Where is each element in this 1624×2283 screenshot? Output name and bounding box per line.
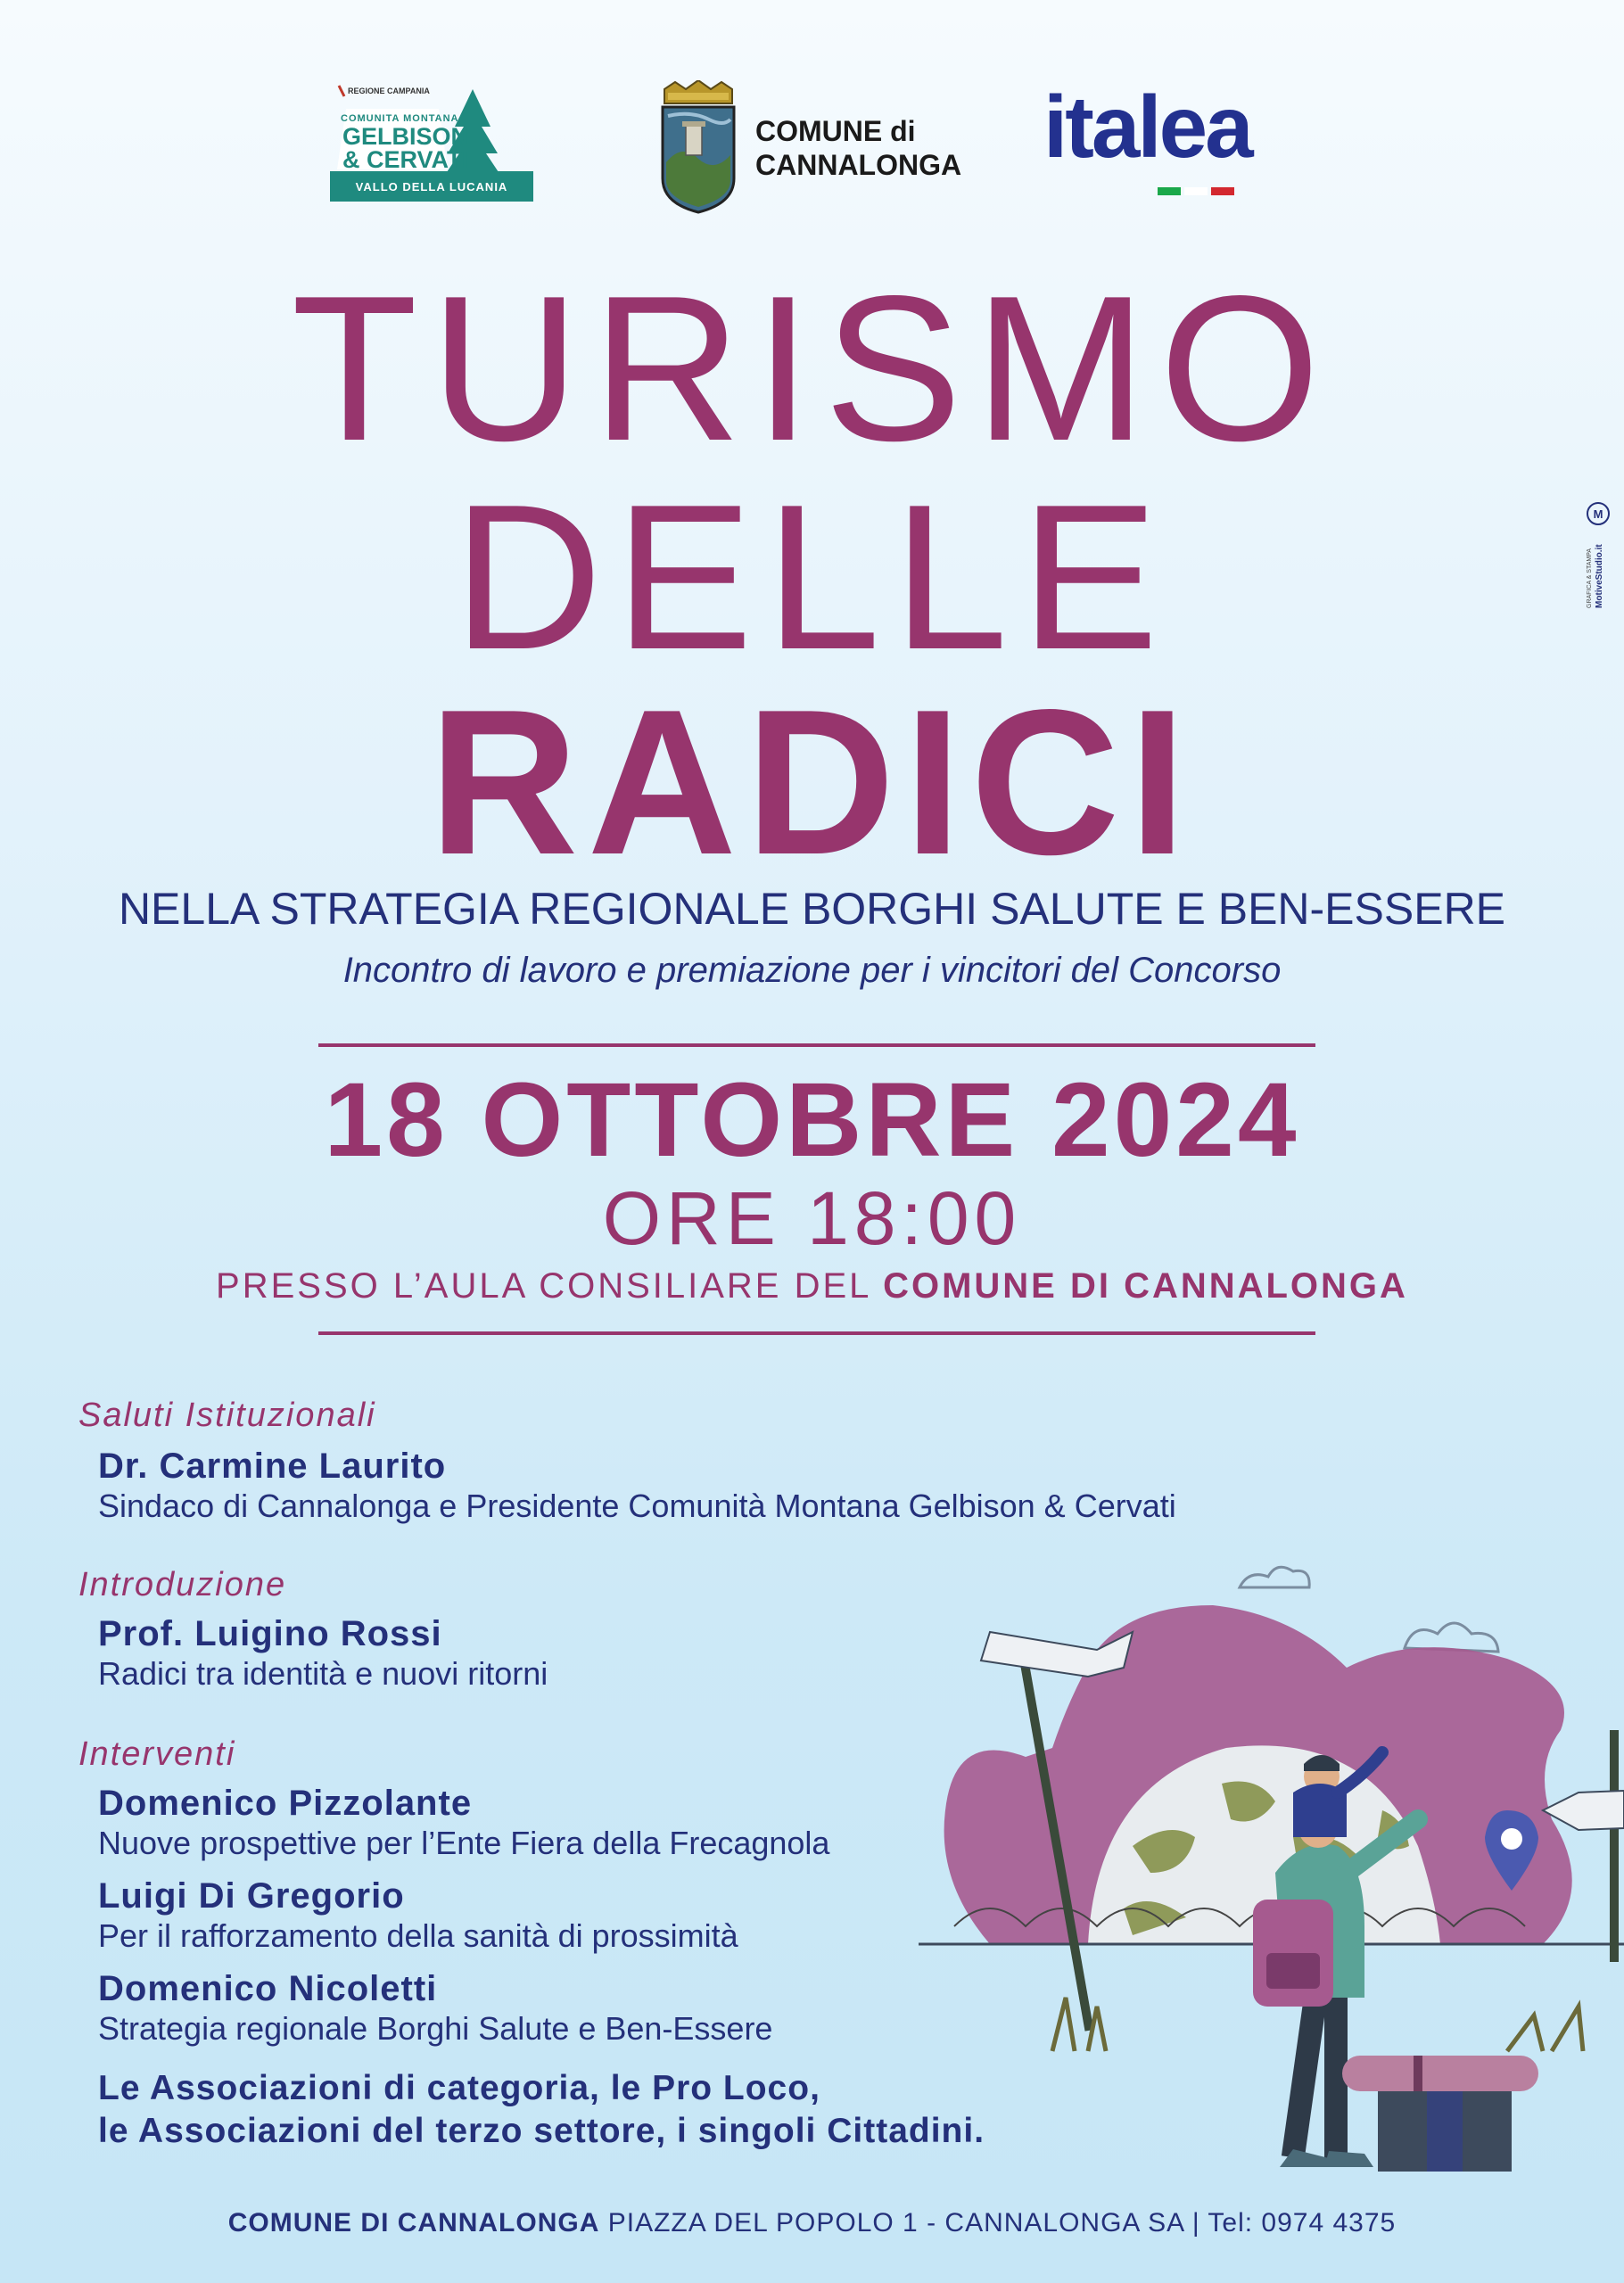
coat-of-arms-icon — [655, 80, 741, 214]
title-line-3: RADICI — [428, 667, 1196, 898]
speaker-topic: Nuove prospettive per l’Ente Fiera della Frecagnola — [98, 1825, 830, 1861]
comune-cannalonga-logo — [655, 80, 977, 214]
speaker-name: Luigi Di Gregorio — [98, 1876, 405, 1916]
section-introduzione-heading: Introduzione — [78, 1566, 287, 1603]
event-time: ORE 18:00 — [602, 1176, 1022, 1260]
region-text: REGIONE CAMPANIA — [348, 87, 430, 95]
italea-logo — [1043, 78, 1293, 202]
footer-contact: PIAZZA DEL POPOLO 1 - CANNALONGA SA | Tel: 0974 4375 — [607, 2208, 1397, 2238]
traveler-illustration — [919, 1552, 1624, 2194]
arrow-sign-icon — [1543, 1791, 1624, 1830]
speaker-role: Sindaco di Cannalonga e Presidente Comunità Montana Gelbison & Cervati — [98, 1488, 1176, 1524]
gelbison-text: GELBISON — [342, 123, 469, 150]
venue-place: COMUNE DI CANNALONGA — [883, 1266, 1408, 1306]
comune-di-text: COMUNE di — [755, 115, 916, 147]
cloud-icon — [1240, 1567, 1309, 1587]
flag-green-bar — [1158, 187, 1181, 195]
divider-bottom — [318, 1331, 1315, 1335]
cloud-icon — [1405, 1623, 1498, 1652]
speaker-name: Domenico Nicoletti — [98, 1969, 438, 2008]
footer-address — [0, 2208, 1624, 2238]
speaker-topic: Strategia regionale Borghi Salute e Ben-Essere — [98, 2010, 773, 2047]
speaker-name: Domenico Pizzolante — [98, 1784, 473, 1823]
speaker-topic: Radici tra identità e nuovi ritorni — [98, 1655, 548, 1692]
event-date: 18 OTTOBRE 2024 — [324, 1061, 1300, 1179]
speaker-name: Dr. Carmine Laurito — [98, 1446, 447, 1486]
flag-white-bar — [1184, 187, 1208, 195]
vallo-text: VALLO DELLA LUCANIA — [355, 180, 508, 194]
closing-line-2: le Associazioni del terzo settore, i singoli Cittadini. — [98, 2112, 985, 2150]
footer-org: COMUNE DI CANNALONGA — [227, 2208, 600, 2238]
title-line-1: TURISMO — [291, 253, 1333, 484]
svg-text:M: M — [1593, 507, 1603, 521]
speaker-topic: Per il rafforzamento della sanità di prossimità — [98, 1917, 738, 1954]
comunita-text: COMUNITA MONTANA — [341, 113, 459, 124]
section-saluti-heading: Saluti Istituzionali — [78, 1397, 376, 1434]
event-venue — [0, 1266, 1624, 1306]
cannalonga-text: CANNALONGA — [755, 149, 962, 181]
credit-line2: MotiveStudio.it — [1595, 544, 1604, 608]
closing-statement — [98, 2067, 985, 2153]
venue-prefix: PRESSO L’AULA CONSILIARE DEL — [216, 1266, 870, 1306]
gelbison-cervati-logo — [330, 82, 533, 207]
italea-wordmark: italea — [1043, 78, 1251, 176]
event-description: Incontro di lavoro e premiazione per i vincitori del Concorso — [342, 951, 1282, 990]
credit-line1: GRAFICA & STAMPA — [1587, 548, 1593, 608]
speaker-name: Prof. Luigino Rossi — [98, 1614, 442, 1653]
title-line-2: DELLE — [452, 462, 1172, 693]
flag-red-bar — [1211, 187, 1234, 195]
luggage-icon — [1342, 2056, 1538, 2172]
section-interventi-heading: Interventi — [78, 1735, 236, 1773]
cervati-text: & CERVATI — [342, 146, 469, 173]
divider-top — [318, 1043, 1315, 1047]
closing-line-1: Le Associazioni di categoria, le Pro Loco, — [98, 2069, 820, 2107]
subtitle: NELLA STRATEGIA REGIONALE BORGHI SALUTE E BEN-ESSERE — [118, 884, 1506, 934]
